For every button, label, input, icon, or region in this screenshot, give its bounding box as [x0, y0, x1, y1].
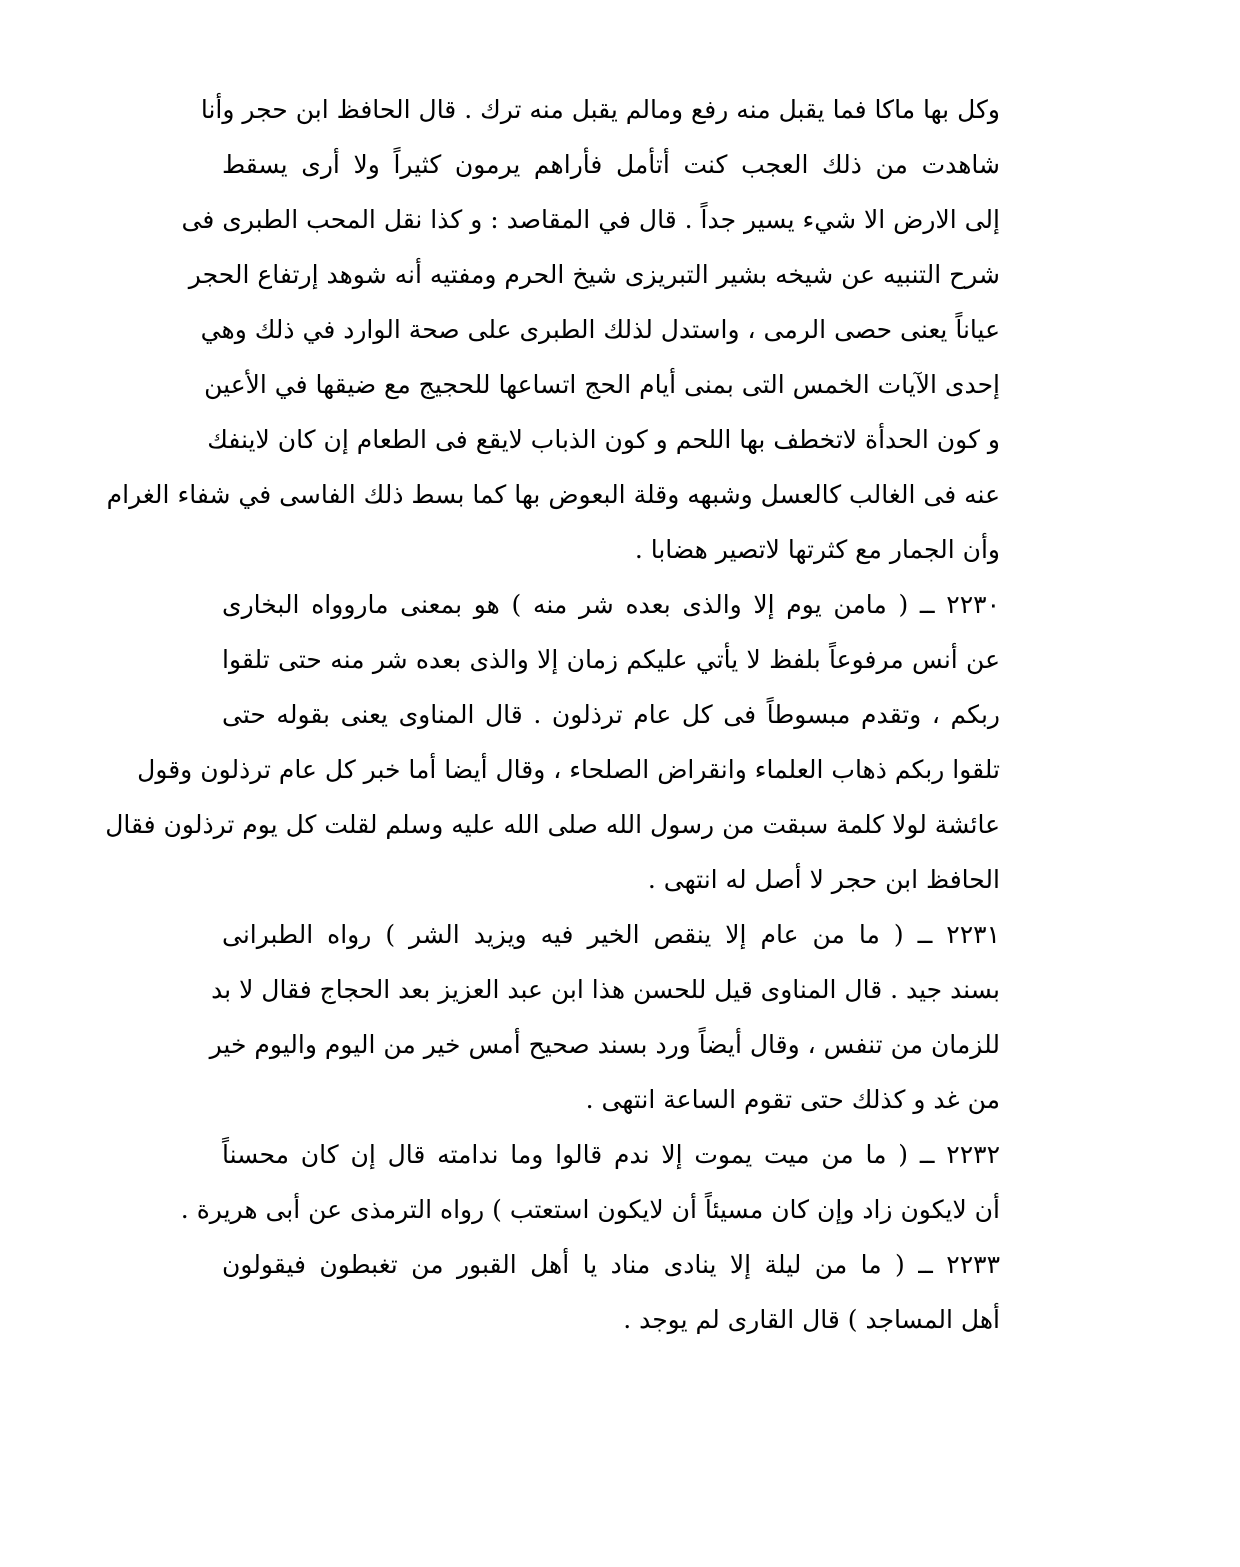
entry-2230-line-5: عائشة لولا كلمة سبقت من رسول الله صلى الله عليه وسلم لقلت كل يوم ترذلون فقال — [105, 810, 1000, 839]
text-line-5: عياناً يعنى حصى الرمى ، واستدل لذلك الطبرى على صحة الوارد في ذلك وهي — [200, 315, 1000, 344]
text-line-7: و كون الحدأة لاتخطف بها اللحم و كون الذباب لايقع فى الطعام إن كان لاينفك — [207, 425, 1000, 454]
entry-2232-line-1: ٢٢٣٢ ــ ( ما من ميت يموت إلا ندم قالوا وما ندامته قال إن كان محسناً — [222, 1140, 1000, 1169]
entry-2230-line-1: ٢٢٣٠ ــ ( مامن يوم إلا والذى بعده شر منه ) هو بمعنى ماروواه البخارى — [222, 590, 1000, 619]
document-page — [105, 82, 1000, 1552]
entry-2233-line-1: ٢٢٣٣ ــ ( ما من ليلة إلا ينادى مناد يا أهل القبور من تغبطون فيقولون — [222, 1250, 1000, 1279]
text-line-9: وأن الجمار مع كثرتها لاتصير هضابا . — [634, 535, 1000, 564]
entry-2232-line-2: أن لايكون زاد وإن كان مسيئاً أن لايكون استعتب ) رواه الترمذى عن أبى هريرة . — [180, 1195, 1000, 1224]
entry-2231-line-2: بسند جيد . قال المناوى قيل للحسن هذا ابن عبد العزيز بعد الحجاج فقال لا بد — [211, 975, 1000, 1004]
entry-2230-line-6: الحافظ ابن حجر لا أصل له انتهى . — [647, 865, 1000, 894]
text-line-2: شاهدت من ذلك العجب كنت أتأمل فأراهم يرمون كثيراً ولا أرى يسقط — [222, 150, 1000, 179]
entry-2230-line-2: عن أنس مرفوعاً بلفظ لا يأتي عليكم زمان إلا والذى بعده شر منه حتى تلقوا — [222, 645, 1000, 674]
entry-2233-line-2: أهل المساجد ) قال القارى لم يوجد . — [623, 1305, 1000, 1334]
text-line-4: شرح التنبيه عن شيخه بشير التبريزى شيخ الحرم ومفتيه أنه شوهد إرتفاع الحجر — [188, 260, 1000, 289]
entry-2231-line-1: ٢٢٣١ ــ ( ما من عام إلا ينقص الخير فيه ويزيد الشر ) رواه الطبرانى — [222, 920, 1000, 949]
text-line-6: إحدى الآيات الخمس التى بمنى أيام الحج اتساعها للحجيج مع ضيقها في الأعين — [204, 370, 1000, 399]
text-line-8: عنه فى الغالب كالعسل وشبهه وقلة البعوض بها كما بسط ذلك الفاسى في شفاء الغرام — [106, 480, 1000, 509]
entry-2230-line-3: ربكم ، وتقدم مبسوطاً فى كل عام ترذلون . قال المناوى يعنى بقوله حتى — [222, 700, 1000, 729]
text-line-1: وكل بها ماكا فما يقبل منه رفع ومالم يقبل منه ترك . قال الحافظ ابن حجر وأنا — [200, 95, 1000, 124]
entry-2230-line-4: تلقوا ربكم ذهاب العلماء وانقراض الصلحاء ، وقال أيضا أما خبر كل عام ترذلون وقول — [137, 755, 1000, 784]
entry-2231-line-3: للزمان من تنفس ، وقال أيضاً ورد بسند صحيح أمس خير من اليوم واليوم خير — [209, 1030, 1000, 1059]
text-line-3: إلى الارض الا شيء يسير جداً . قال في المقاصد : و كذا نقل المحب الطبرى فى — [181, 205, 1000, 234]
entry-2231-line-4: من غد و كذلك حتى تقوم الساعة انتهى . — [585, 1085, 1000, 1114]
